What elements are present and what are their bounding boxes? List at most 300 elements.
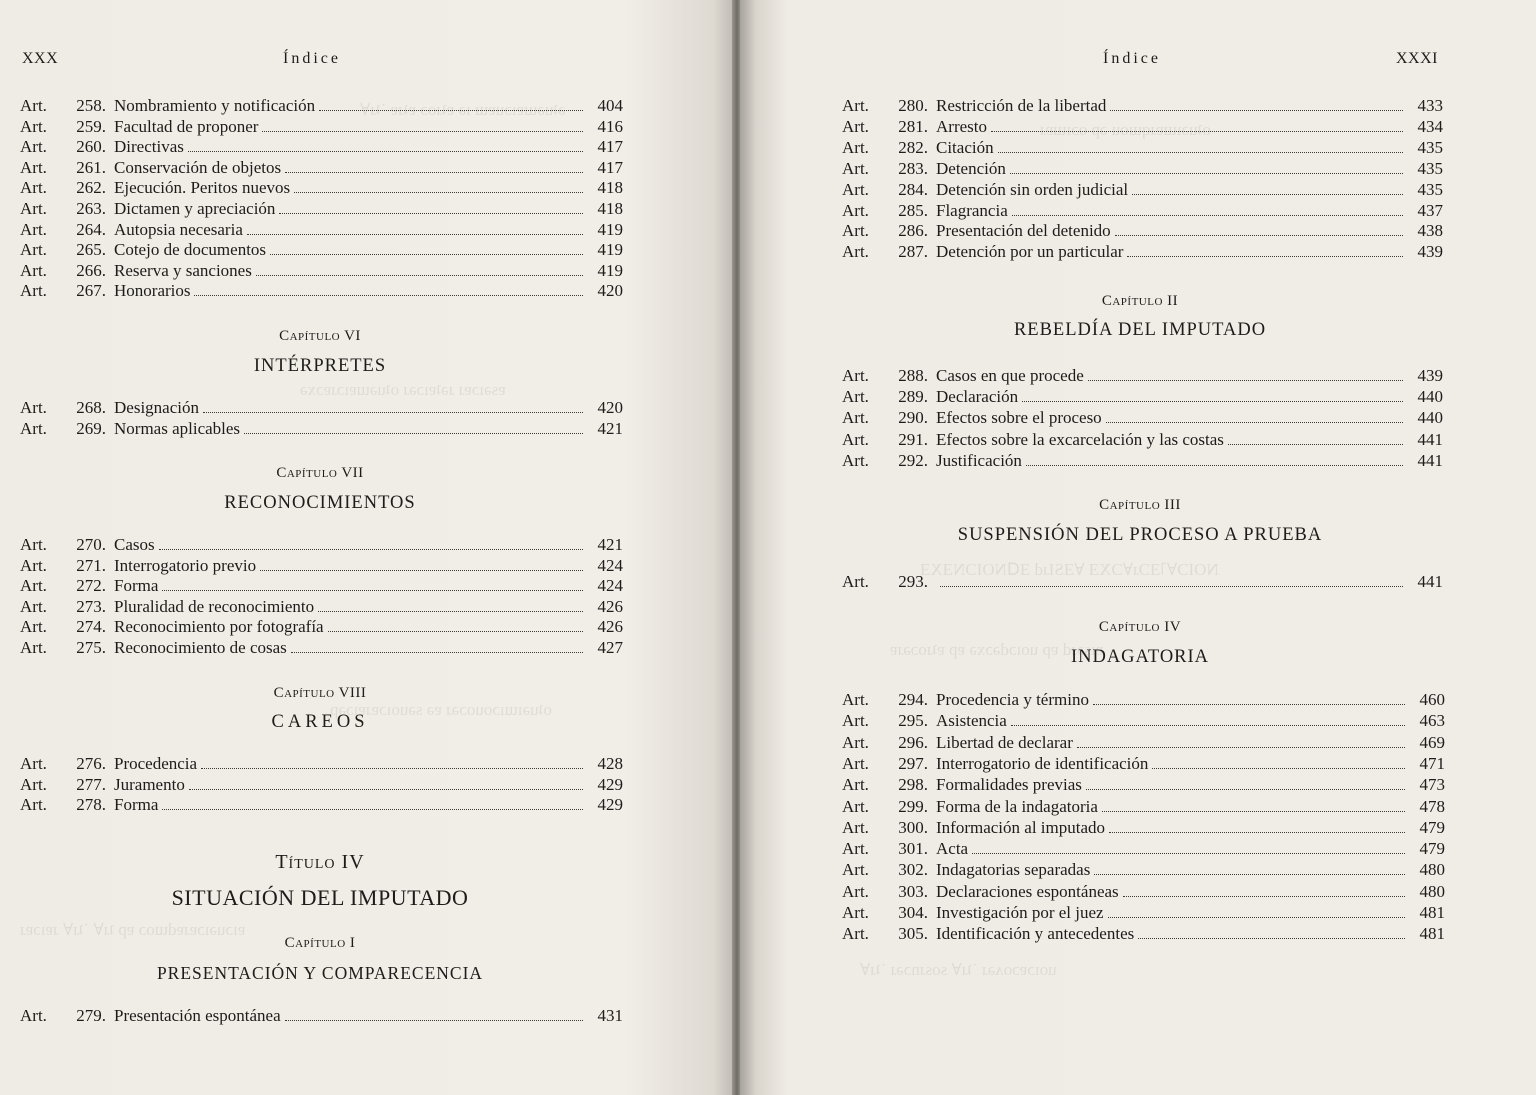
article-number: 289. xyxy=(898,387,928,407)
dot-leader xyxy=(260,570,583,571)
article-title: Información al imputado xyxy=(936,817,1106,837)
article-abbrev: Art. xyxy=(842,860,869,880)
article-number: 258. xyxy=(76,96,106,115)
article-title: Procedencia y término xyxy=(936,690,1089,709)
toc-entry xyxy=(20,178,623,199)
page-ref: 433 xyxy=(1417,96,1443,115)
article-abbrev: Art. xyxy=(842,429,869,449)
article-abbrev: Art. xyxy=(842,242,869,262)
article-number: 299. xyxy=(898,796,928,816)
page-ref: 420 xyxy=(597,398,623,417)
article-number: 298. xyxy=(898,775,928,795)
toc-entry xyxy=(842,860,1445,881)
show-through-text: NOIƆ∀˥ƎƆɹ∀ƆXƎ ∀ƎSIɹd ƎꓷNOIƆNƎXƎ xyxy=(920,560,1219,579)
toc-entry xyxy=(20,199,623,220)
article-number: 278. xyxy=(76,795,106,815)
article-abbrev: Art. xyxy=(842,450,869,470)
article-number: 305. xyxy=(898,924,928,944)
page-ref: 427 xyxy=(597,638,623,657)
article-number: 283. xyxy=(898,158,928,178)
article-abbrev: Art. xyxy=(20,795,47,815)
article-abbrev: Art. xyxy=(842,158,869,178)
article-title: Citación xyxy=(936,137,994,157)
article-number: 292. xyxy=(898,450,928,470)
toc-entry xyxy=(20,617,623,638)
dot-leader xyxy=(247,234,583,235)
article-abbrev: Art. xyxy=(20,281,47,301)
article-number: 287. xyxy=(898,242,928,262)
article-abbrev: Art. xyxy=(20,1006,47,1025)
page-ref: 431 xyxy=(597,1006,623,1025)
article-abbrev: Art. xyxy=(842,881,869,901)
article-number: 295. xyxy=(898,711,928,731)
article-abbrev: Art. xyxy=(20,754,47,773)
toc-entry xyxy=(20,240,623,261)
dot-leader xyxy=(1012,215,1403,216)
article-number: 301. xyxy=(898,839,928,859)
article-number: 273. xyxy=(76,596,106,616)
page-ref: 441 xyxy=(1417,429,1443,449)
dot-leader xyxy=(1152,768,1405,769)
dot-leader xyxy=(188,151,583,152)
article-number: 280. xyxy=(898,96,928,115)
article-abbrev: Art. xyxy=(842,200,869,220)
article-abbrev: Art. xyxy=(842,924,869,944)
page-ref: 463 xyxy=(1419,711,1445,731)
chapter-label: Capítulo II xyxy=(1101,293,1179,309)
toc-entry xyxy=(842,711,1445,732)
article-title: Procedencia xyxy=(114,754,198,773)
article-title: Flagrancia xyxy=(936,200,1008,220)
page-ref: 437 xyxy=(1417,200,1443,220)
page-ref: 480 xyxy=(1419,860,1445,880)
dot-leader xyxy=(270,254,583,255)
dot-leader xyxy=(285,172,583,173)
page-ref: 469 xyxy=(1419,732,1445,752)
page-ref: 460 xyxy=(1419,690,1445,709)
article-number: 263. xyxy=(76,199,106,218)
chapter-label: Capítulo VI xyxy=(279,328,361,344)
article-number: 285. xyxy=(898,200,928,220)
dot-leader xyxy=(1011,725,1405,726)
article-abbrev: Art. xyxy=(842,753,869,773)
chapter-title: INTÉRPRETES xyxy=(253,356,387,376)
toc-entry xyxy=(20,96,623,117)
article-title: Libertad de declarar xyxy=(936,732,1073,752)
article-number: 269. xyxy=(76,418,106,438)
article-abbrev: Art. xyxy=(842,775,869,795)
toc-entry xyxy=(842,138,1443,159)
dot-leader xyxy=(1026,465,1403,466)
page-ref: 424 xyxy=(597,576,623,596)
article-title: Reconocimiento por fotografía xyxy=(114,617,324,637)
dot-leader xyxy=(328,631,583,632)
toc-entry xyxy=(842,797,1445,818)
page-ref: 478 xyxy=(1419,796,1445,816)
article-title: Juramento xyxy=(114,774,185,794)
page-ref: 481 xyxy=(1419,924,1445,944)
page-ref: 419 xyxy=(597,260,623,280)
chapter-label: Capítulo III xyxy=(1099,497,1181,513)
chapter-title: REBELDÍA DEL IMPUTADO xyxy=(1013,320,1267,340)
article-abbrev: Art. xyxy=(20,555,47,575)
page-ref: 426 xyxy=(597,596,623,616)
toc-entry xyxy=(842,690,1445,711)
show-through-text: ɐsǝıɔɐɹ ɹǝʇɐıɔǝɹ oʇuǝɯɐıɔɹɐɔxǝ xyxy=(300,380,506,399)
toc-entry xyxy=(20,158,623,179)
article-number: 279. xyxy=(76,1006,106,1025)
toc-entry xyxy=(20,795,623,816)
dot-leader xyxy=(1138,938,1405,939)
article-number: 268. xyxy=(76,398,106,417)
article-title: Forma xyxy=(114,576,159,596)
dot-leader xyxy=(1094,874,1405,875)
article-abbrev: Art. xyxy=(842,116,869,136)
article-number: 277. xyxy=(76,774,106,794)
article-number: 270. xyxy=(76,535,106,554)
dot-leader xyxy=(162,590,583,591)
article-number: 272. xyxy=(76,576,106,596)
chapter-title: RECONOCIMIENTOS xyxy=(224,493,416,513)
article-abbrev: Art. xyxy=(842,572,869,591)
dot-leader xyxy=(1093,704,1405,705)
toc-entry xyxy=(20,556,623,577)
toc-entry xyxy=(20,775,623,796)
article-abbrev: Art. xyxy=(20,199,47,218)
article-number: 290. xyxy=(898,408,928,428)
dot-leader xyxy=(256,275,583,276)
page-number: XXXI xyxy=(1396,50,1438,67)
article-title: Dictamen y apreciación xyxy=(114,199,276,218)
article-number: 275. xyxy=(76,638,106,657)
toc-entry xyxy=(20,638,623,659)
article-abbrev: Art. xyxy=(842,387,869,407)
toc-entry xyxy=(842,775,1445,796)
toc-entry xyxy=(20,117,623,138)
article-title: Normas aplicables xyxy=(114,418,241,438)
part-title: SITUACIÓN DEL IMPUTADO xyxy=(171,885,469,910)
article-title: Identificación y antecedentes xyxy=(936,924,1135,944)
toc-entry xyxy=(842,451,1443,472)
page-ref: 438 xyxy=(1417,221,1443,241)
article-title: Detención xyxy=(936,158,1006,178)
left-page xyxy=(0,0,735,1095)
article-number: 259. xyxy=(76,116,106,136)
article-number: 296. xyxy=(898,732,928,752)
show-through-text: ɐıɔuǝıɔɐɹɐdɯoɔ ɐp ʇɹ∀ ˙ʇɹ∀ ɹɐıɔɐɹ xyxy=(20,920,246,939)
article-abbrev: Art. xyxy=(20,240,47,260)
article-title: Detención sin orden judicial xyxy=(936,179,1129,199)
article-title: Ejecución. Peritos nuevos xyxy=(114,178,291,198)
toc-entry xyxy=(842,818,1445,839)
dot-leader xyxy=(998,152,1403,153)
page-ref: 435 xyxy=(1417,179,1443,199)
article-title: Casos xyxy=(114,535,155,554)
dot-leader xyxy=(991,131,1403,132)
article-title: Designación xyxy=(114,398,199,417)
toc-entry xyxy=(842,96,1443,117)
page-ref: 418 xyxy=(597,178,623,198)
page-ref: 441 xyxy=(1417,450,1443,470)
article-number: 291. xyxy=(898,429,928,449)
dot-leader xyxy=(1010,173,1403,174)
chapter-label: Capítulo I xyxy=(284,935,356,951)
article-number: 276. xyxy=(76,754,106,773)
toc-entry xyxy=(842,387,1443,408)
dot-leader xyxy=(244,433,583,434)
dot-leader xyxy=(159,549,583,550)
toc-entry xyxy=(20,220,623,241)
article-abbrev: Art. xyxy=(842,839,869,859)
article-title: Investigación por el juez xyxy=(936,903,1104,922)
article-number: 271. xyxy=(76,555,106,575)
article-title: Declaración xyxy=(936,387,1019,407)
dot-leader xyxy=(162,809,583,810)
running-header: Índice xyxy=(283,50,341,67)
toc-entry xyxy=(20,576,623,597)
toc-entry xyxy=(20,597,623,618)
article-title: Justificación xyxy=(936,450,1022,470)
toc-entry xyxy=(842,221,1443,242)
article-abbrev: Art. xyxy=(842,221,869,241)
dot-leader xyxy=(1109,832,1405,833)
dot-leader xyxy=(1127,256,1403,257)
toc-entry xyxy=(20,261,623,282)
article-number: 265. xyxy=(76,240,106,260)
dot-leader xyxy=(972,853,1405,854)
toc-entry xyxy=(842,754,1445,775)
article-title: Formalidades previas xyxy=(936,775,1082,795)
toc-entry xyxy=(842,733,1445,754)
dot-leader xyxy=(1077,747,1405,748)
article-number: 262. xyxy=(76,178,106,198)
article-abbrev: Art. xyxy=(20,178,47,198)
page-ref: 441 xyxy=(1417,572,1443,591)
article-number: 266. xyxy=(76,260,106,280)
toc-entry xyxy=(20,281,623,302)
article-abbrev: Art. xyxy=(20,418,47,438)
article-abbrev: Art. xyxy=(842,690,869,709)
page-ref: 439 xyxy=(1417,366,1443,385)
page-ref: 473 xyxy=(1419,775,1445,795)
dot-leader xyxy=(1088,380,1403,381)
page-ref: 481 xyxy=(1419,903,1445,922)
page-ref: 479 xyxy=(1419,839,1445,859)
page-ref: 418 xyxy=(597,199,623,218)
dot-leader xyxy=(189,789,583,790)
article-number: 302. xyxy=(898,860,928,880)
dot-leader xyxy=(1228,444,1403,445)
article-title: Declaraciones espontáneas xyxy=(936,881,1119,901)
dot-leader xyxy=(1086,789,1405,790)
article-title: Presentación espontánea xyxy=(114,1006,281,1025)
article-number: 300. xyxy=(898,817,928,837)
page-ref: 440 xyxy=(1417,387,1443,407)
dot-leader xyxy=(1106,422,1403,423)
show-through-text: oʇuǝıɯıɔouoɔǝɹ ɐǝ sǝuoıɔɐɹɐıɔǝp xyxy=(330,700,552,719)
show-through-text: uoıɔɐɔoʌǝɹ ˙ʇɹ∀ sosɹnɔǝɹ ˙ʇɹ∀ xyxy=(860,960,1057,979)
article-abbrev: Art. xyxy=(842,137,869,157)
dot-leader xyxy=(1102,811,1405,812)
toc-entry xyxy=(842,366,1443,387)
toc-entry xyxy=(842,242,1443,263)
chapter-title: CAREOS xyxy=(271,712,369,732)
article-title: Presentación del detenido xyxy=(936,221,1111,241)
article-title: Arresto xyxy=(936,116,987,136)
toc-entry xyxy=(842,882,1445,903)
article-number: 304. xyxy=(898,903,928,922)
page-ref: 428 xyxy=(597,754,623,773)
article-title: Interrogatorio de identificación xyxy=(936,753,1149,773)
page-ref: 426 xyxy=(597,617,623,637)
article-title: Facultad de proponer xyxy=(114,116,259,136)
toc-entry xyxy=(20,419,623,440)
article-title: Nombramiento y notificación xyxy=(114,96,316,115)
article-abbrev: Art. xyxy=(842,179,869,199)
article-abbrev: Art. xyxy=(20,157,47,177)
article-title: Cotejo de documentos xyxy=(114,240,267,260)
page-ref: 421 xyxy=(597,535,623,554)
dot-leader xyxy=(940,586,1403,587)
toc-entry xyxy=(842,572,1443,593)
page-ref: 424 xyxy=(597,555,623,575)
part-label: Título IV xyxy=(275,851,365,873)
page-ref: 435 xyxy=(1417,158,1443,178)
article-abbrev: Art. xyxy=(842,796,869,816)
article-abbrev: Art. xyxy=(842,408,869,428)
article-number: 294. xyxy=(898,690,928,709)
article-abbrev: Art. xyxy=(20,638,47,657)
article-abbrev: Art. xyxy=(20,96,47,115)
article-title: Autopsia necesaria xyxy=(114,219,243,239)
dot-leader xyxy=(201,768,583,769)
toc-entry xyxy=(842,408,1443,429)
article-number: 267. xyxy=(76,281,106,301)
page-ref: 420 xyxy=(597,281,623,301)
toc-entry xyxy=(842,180,1443,201)
page-ref: 419 xyxy=(597,240,623,260)
article-title: Forma xyxy=(114,795,159,815)
article-abbrev: Art. xyxy=(842,366,869,385)
article-title: Directivas xyxy=(114,137,184,157)
page-ref: 480 xyxy=(1419,881,1445,901)
dot-leader xyxy=(1022,401,1403,402)
article-abbrev: Art. xyxy=(20,137,47,157)
article-number: 260. xyxy=(76,137,106,157)
dot-leader xyxy=(1108,917,1405,918)
show-through-text: oʇuǝıɯɐɹqɯou ǝp oɔıɯɐɹ xyxy=(1040,120,1211,139)
article-abbrev: Art. xyxy=(842,711,869,731)
article-number: 284. xyxy=(898,179,928,199)
toc-entry xyxy=(20,398,623,419)
chapter-label: Capítulo VII xyxy=(276,465,364,481)
toc-entry xyxy=(20,535,623,556)
toc-entry xyxy=(20,754,623,775)
article-title: Efectos sobre la excarcelación y las costas xyxy=(936,429,1224,449)
article-title: Efectos sobre el proceso xyxy=(936,408,1102,428)
article-title: Forma de la indagatoria xyxy=(936,796,1098,816)
article-abbrev: Art. xyxy=(842,903,869,922)
page-number: XXX xyxy=(22,50,59,67)
article-title: Acta xyxy=(936,839,969,859)
chapter-title: SUSPENSIÓN DEL PROCESO A PRUEBA xyxy=(957,525,1323,545)
article-abbrev: Art. xyxy=(842,817,869,837)
show-through-text: ǝʇuǝɯɐıɔuɐɯ ıǝ ɐʇɹoɔ ɐʇɹɐ ˙ʇɹ∀ xyxy=(360,100,566,119)
page-ref: 471 xyxy=(1419,753,1445,773)
dot-leader xyxy=(294,192,583,193)
running-header: Índice xyxy=(1103,50,1161,67)
article-title: Interrogatorio previo xyxy=(114,555,257,575)
toc-entry xyxy=(20,137,623,158)
dot-leader xyxy=(1115,235,1403,236)
page-ref: 439 xyxy=(1417,242,1443,262)
dot-leader xyxy=(319,110,583,111)
toc-entry xyxy=(842,117,1443,138)
toc-entry xyxy=(842,159,1443,180)
page-ref: 429 xyxy=(597,774,623,794)
article-abbrev: Art. xyxy=(20,617,47,637)
page-ref: 434 xyxy=(1417,116,1443,136)
page-ref: 429 xyxy=(597,795,623,815)
article-abbrev: Art. xyxy=(842,96,869,115)
article-abbrev: Art. xyxy=(20,535,47,554)
article-number: 282. xyxy=(898,137,928,157)
article-title: Restricción de la libertad xyxy=(936,96,1107,115)
article-title: Asistencia xyxy=(936,711,1007,731)
article-number: 264. xyxy=(76,219,106,239)
article-abbrev: Art. xyxy=(20,596,47,616)
article-abbrev: Art. xyxy=(20,774,47,794)
toc-entry xyxy=(842,201,1443,222)
article-abbrev: Art. xyxy=(20,116,47,136)
article-title: Pluralidad de reconocimiento xyxy=(114,596,315,616)
dot-leader xyxy=(1123,896,1405,897)
article-title: Conservación de objetos xyxy=(114,157,282,177)
dot-leader xyxy=(285,1020,583,1021)
article-number: 281. xyxy=(898,116,928,136)
article-number: 293. xyxy=(898,572,928,591)
toc-entry xyxy=(20,1006,623,1027)
article-title: Casos en que procede xyxy=(936,366,1084,385)
dot-leader xyxy=(203,412,583,413)
article-title: Reserva y sanciones xyxy=(114,260,252,280)
page-ref: 417 xyxy=(597,137,623,157)
article-title: Detención por un particular xyxy=(936,242,1124,262)
article-abbrev: Art. xyxy=(20,219,47,239)
article-abbrev: Art. xyxy=(20,260,47,280)
dot-leader xyxy=(279,213,583,214)
article-number: 274. xyxy=(76,617,106,637)
chapter-label: Capítulo IV xyxy=(1098,619,1182,635)
page-ref: 435 xyxy=(1417,137,1443,157)
chapter-title: PRESENTACIÓN Y COMPARECENCIA xyxy=(156,963,484,983)
article-title: Reconocimiento de cosas xyxy=(114,638,287,657)
page-ref: 417 xyxy=(597,157,623,177)
page-ref: 404 xyxy=(597,96,623,115)
chapter-title: INDAGATORIA xyxy=(1070,647,1210,667)
show-through-text: ɐısǝɹd ɐp uoıɔdǝɔxǝ ɐp ɐʇɹoɔǝɹɐ xyxy=(890,640,1104,659)
dot-leader xyxy=(1110,110,1403,111)
article-abbrev: Art. xyxy=(842,732,869,752)
chapter-label: Capítulo VIII xyxy=(273,685,367,701)
article-number: 261. xyxy=(76,157,106,177)
page-ref: 419 xyxy=(597,219,623,239)
right-page xyxy=(740,0,1536,1095)
page-ref: 421 xyxy=(597,418,623,438)
article-number: 297. xyxy=(898,753,928,773)
article-title: Indagatorias separadas xyxy=(936,860,1091,880)
page-ref: 479 xyxy=(1419,817,1445,837)
